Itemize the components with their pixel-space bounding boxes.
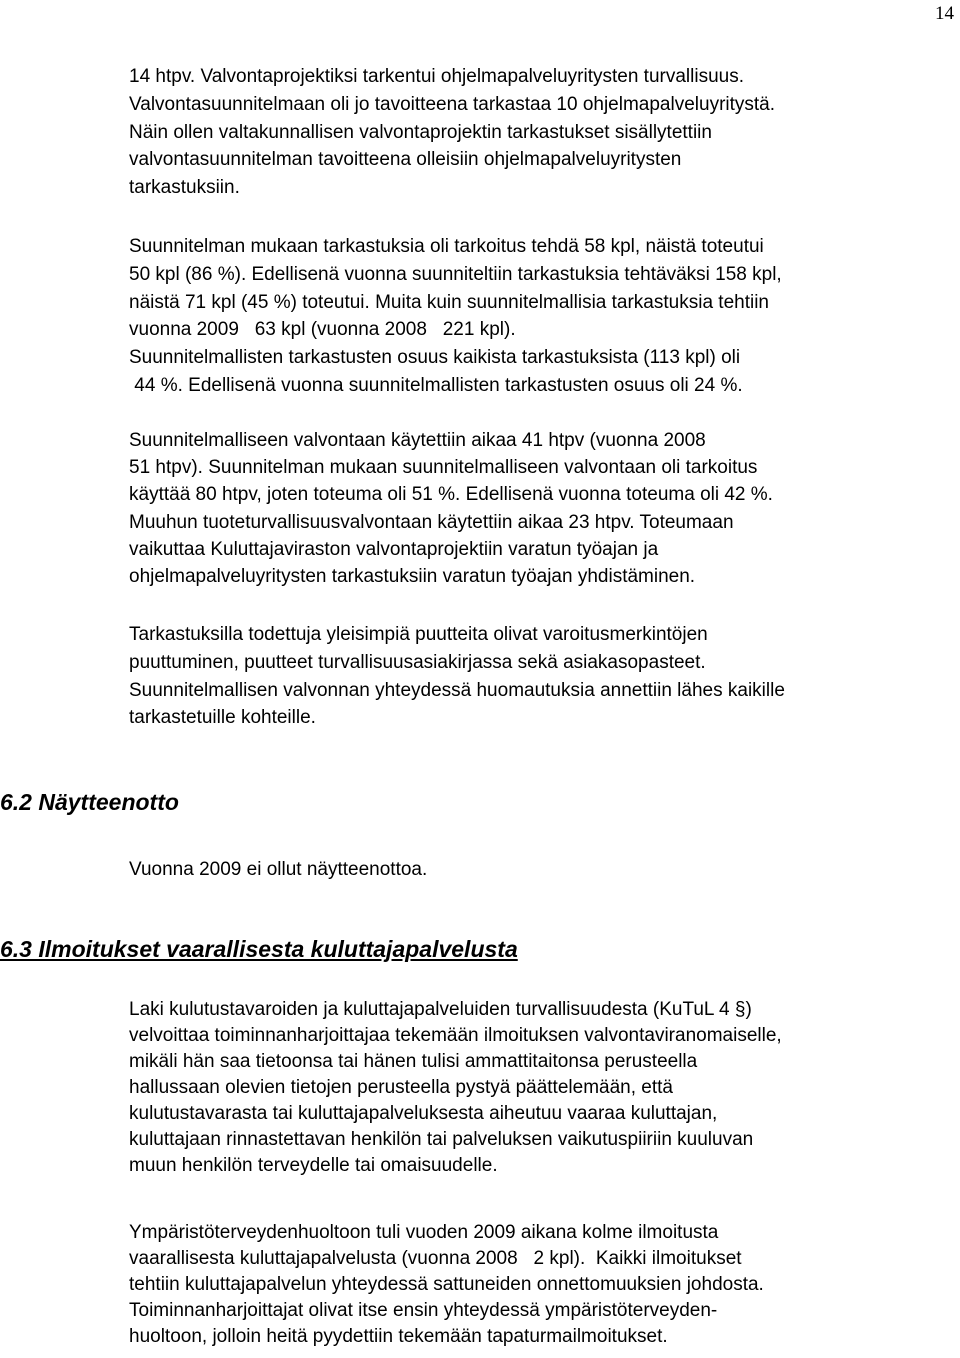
text-line: puuttuminen, puutteet turvallisuusasiakirjassa sekä asiakasopasteet. <box>129 651 706 673</box>
text-line: Laki kulutustavaroiden ja kuluttajapalveluiden turvallisuudesta (KuTuL 4 §) <box>129 999 752 1020</box>
section-heading-6-3 <box>0 934 518 964</box>
text-line: 44 %. Edellisenä vuonna suunnitelmallisten tarkastusten osuus oli 24 %. <box>129 374 743 396</box>
text-line: hallussaan olevien tietojen perusteella pystyä päättelemään, että <box>129 1077 673 1098</box>
text-line: Tarkastuksilla todettuja yleisimpiä puutteita olivat varoitusmerkintöjen <box>129 624 708 645</box>
paragraph-project-summary <box>129 63 955 202</box>
text-line: tarkastetuille kohteille. <box>129 707 316 729</box>
text-line: Valvontasuunnitelmaan oli jo tavoitteena tarkastaa 10 ohjelmapalveluyritystä. <box>129 93 776 115</box>
text-line: Muuhun tuoteturvallisuusvalvontaan käytettiin aikaa 23 htpv. Toteumaan <box>129 511 734 533</box>
text-line: Suunnitelman mukaan tarkastuksia oli tarkoitus tehdä 58 kpl, näistä toteutui <box>129 236 764 257</box>
text-line: Ympäristöterveydenhuoltoon tuli vuoden 2009 aikana kolme ilmoitusta <box>129 1222 719 1243</box>
text-line: muun henkilön terveydelle tai omaisuudelle. <box>129 1155 498 1176</box>
text-line: valvontasuunnitelman tavoitteena olleisiin ohjelmapalveluyritysten <box>129 149 682 171</box>
text-line: vaikuttaa Kuluttajaviraston valvontaprojektiin varatun työajan ja <box>129 538 659 560</box>
text-line: huoltoon, jolloin heitä pyydettiin tekemään tapaturmailmoitukset. <box>129 1326 668 1347</box>
text-line: 50 kpl (86 %). Edellisenä vuonna suunniteltiin tarkastuksia tehtäväksi 158 kpl, <box>129 263 782 285</box>
page-number: 14 <box>935 3 954 24</box>
paragraph-sampling <box>129 857 955 883</box>
text-line: kuluttajaan rinnastettavan henkilön tai palveluksen vaikutuspiiriin kuuluvan <box>129 1129 754 1150</box>
text-line: tehtiin kuluttajapalvelun yhteydessä sattuneiden onnettomuuksien johdosta. <box>129 1274 764 1295</box>
text-line: 14 htpv. Valvontaprojektiksi tarkentui ohjelmapalveluyritysten turvallisuus. <box>129 66 744 87</box>
text-line: Toiminnanharjoittajat olivat itse ensin yhteydessä ympäristöterveyden- <box>129 1300 718 1321</box>
text-line: Vuonna 2009 ei ollut näytteenottoa. <box>129 859 428 880</box>
text-line: vuonna 2009 63 kpl (vuonna 2008 221 kpl). <box>129 319 516 341</box>
text-line: Suunnitelmallisten tarkastusten osuus kaikista tarkastuksista (113 kpl) oli <box>129 347 741 369</box>
text-line: näistä 71 kpl (45 %) toteutui. Muita kuin suunnitelmallisia tarkastuksia tehtiin <box>129 291 769 313</box>
paragraph-inspection-counts <box>129 233 955 400</box>
text-line: velvoittaa toiminnanharjoittajaa tekemään ilmoituksen valvontaviranomaiselle, <box>129 1025 782 1046</box>
text-line: ohjelmapalveluyritysten tarkastuksiin varatun työajan yhdistäminen. <box>129 566 696 588</box>
text-line: kulutustavarasta tai kuluttajapalveluksesta aiheutuu vaaraa kuluttajan, <box>129 1103 718 1124</box>
text-line: käyttää 80 htpv, joten toteuma oli 51 %. Edellisenä vuonna toteuma oli 42 %. <box>129 484 773 506</box>
text-line: tarkastuksiin. <box>129 177 240 199</box>
paragraph-notifications <box>129 1220 955 1350</box>
paragraph-law <box>129 997 955 1179</box>
text-line: mikäli hän saa tietoonsa tai hänen tulisi ammattitaitonsa perusteella <box>129 1051 698 1072</box>
text-line: Suunnitelmallisen valvonnan yhteydessä huomautuksia annettiin lähes kaikille <box>129 679 785 701</box>
text-line: vaarallisesta kuluttajapalvelusta (vuonna 2008 2 kpl). Kaikki ilmoitukset <box>129 1248 742 1269</box>
text-line: Näin ollen valtakunnallisen valvontaprojektin tarkastukset sisällytettiin <box>129 121 712 143</box>
text-line: Suunnitelmalliseen valvontaan käytettiin aikaa 41 htpv (vuonna 2008 <box>129 430 706 451</box>
text-line: 51 htpv). Suunnitelman mukaan suunnitelmalliseen valvontaan oli tarkoitus <box>129 457 758 479</box>
section-heading-6-3-text: 6.3 Ilmoitukset vaarallisesta kuluttajapalvelusta <box>0 936 518 962</box>
paragraph-time-usage <box>129 427 955 590</box>
section-heading-6-2: 6.2 Näytteenotto <box>0 789 179 815</box>
paragraph-findings <box>129 621 955 732</box>
